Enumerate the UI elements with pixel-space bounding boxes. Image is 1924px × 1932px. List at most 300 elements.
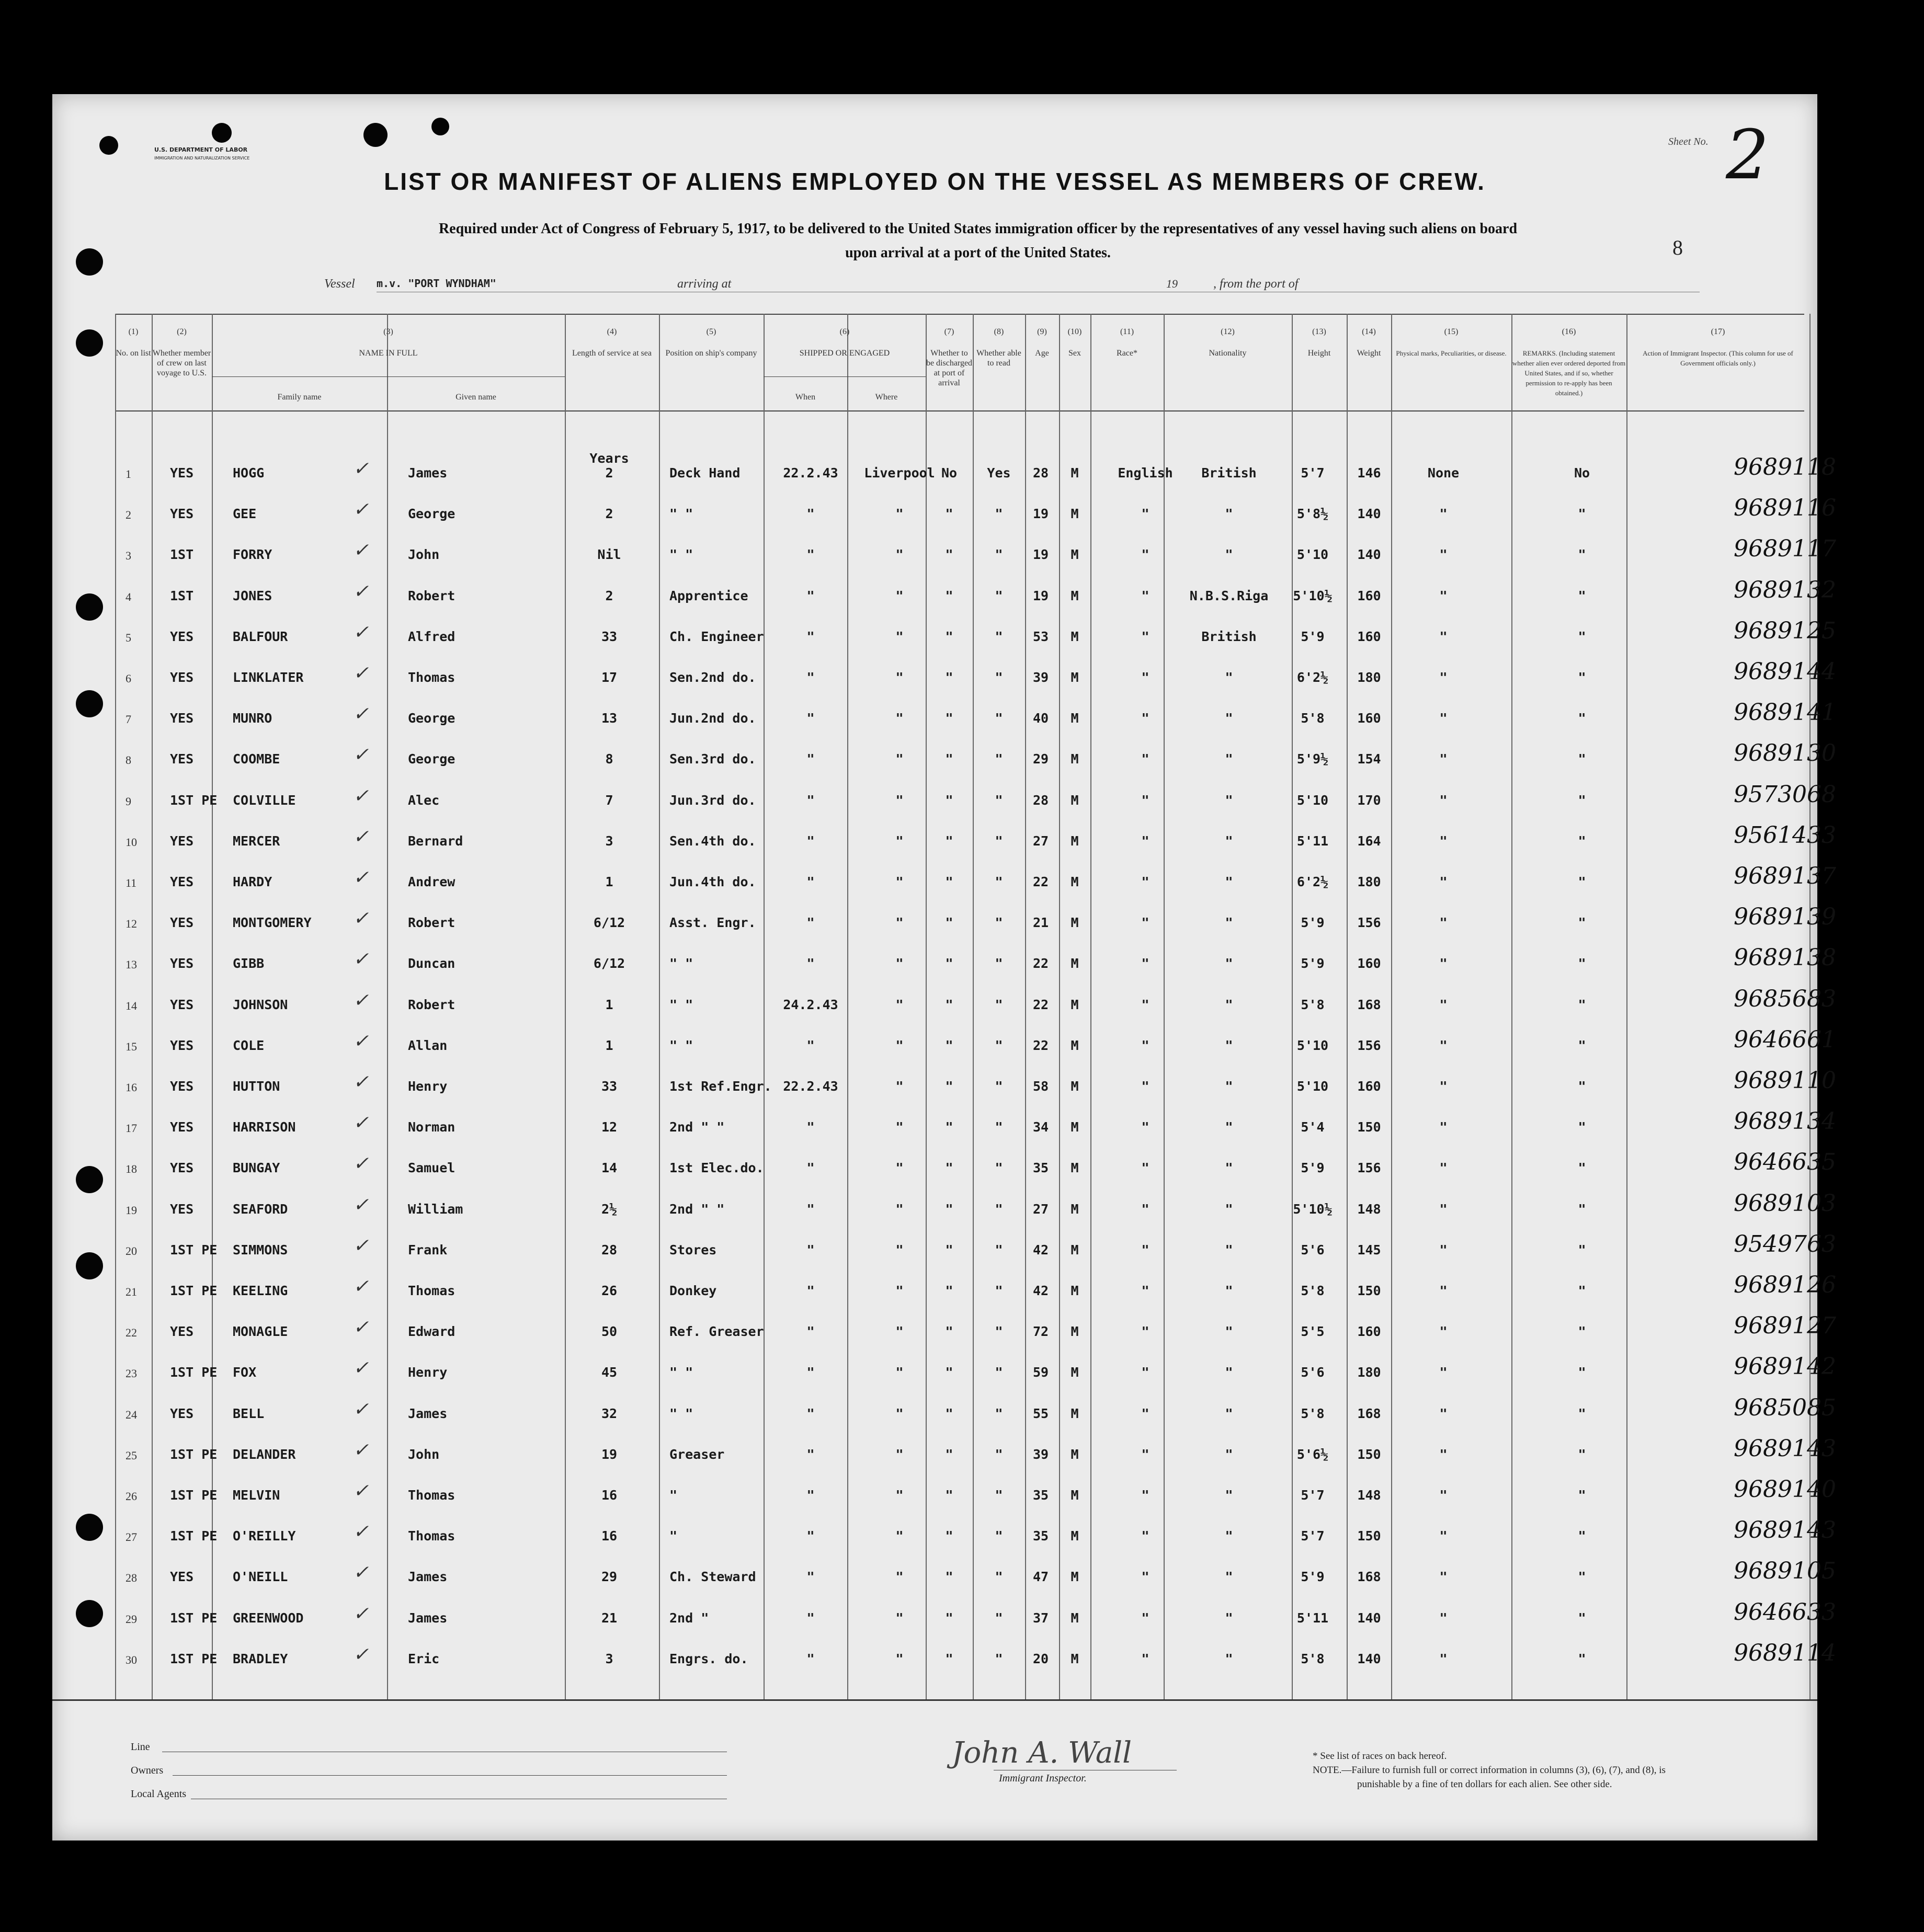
row-number: 14 <box>126 999 137 1012</box>
cell-disch: " <box>945 997 953 1012</box>
inspector-action-number: 9689126 <box>1734 1272 1836 1298</box>
cell-age: 29 <box>1032 751 1049 767</box>
cell-disch: " <box>945 1283 953 1298</box>
column-header <box>565 327 659 358</box>
cell-last: 1ST PE <box>170 1651 218 1666</box>
cell-sex: M <box>1071 915 1079 930</box>
cell-disch: " <box>945 547 953 562</box>
cell-position: " <box>669 1528 678 1544</box>
cell-family: MERCER <box>233 833 280 849</box>
cell-nat: " <box>1225 1283 1233 1298</box>
cell-family: BRADLEY <box>233 1651 288 1666</box>
cell-sex: M <box>1071 1610 1079 1626</box>
cell-disch: " <box>945 670 953 685</box>
subtitle-line-1: Required under Act of Congress of February 5, 1917, to be delivered to the United States immigration officer by the representatives of any vessel having such aliens on board <box>438 221 1518 237</box>
cell-when: " <box>806 588 815 603</box>
cell-read: " <box>995 547 1003 562</box>
cell-nat: " <box>1225 833 1233 849</box>
cell-family: GEE <box>233 506 257 521</box>
manifest-subtitle <box>272 217 1684 265</box>
cell-race: " <box>1141 1324 1149 1339</box>
cell-height: 5'8½ <box>1296 506 1329 521</box>
cell-family: MONTGOMERY <box>233 915 312 930</box>
cell-where: " <box>895 1488 904 1503</box>
cell-given: Norman <box>408 1119 456 1135</box>
row-number: 27 <box>126 1530 137 1544</box>
cell-service: 1 <box>605 1038 613 1053</box>
cell-remarks: " <box>1578 711 1586 726</box>
cell-nat: " <box>1225 1651 1233 1666</box>
check-mark-icon: ✓ <box>353 540 369 561</box>
cell-age: 19 <box>1032 547 1049 562</box>
column-header <box>212 327 565 358</box>
cell-disch: " <box>945 506 953 521</box>
cell-family: BALFOUR <box>233 629 288 644</box>
cell-age: 42 <box>1032 1283 1049 1298</box>
cell-race: " <box>1141 997 1149 1012</box>
inspector-action-number: 9689130 <box>1734 740 1836 767</box>
cell-read: " <box>995 1528 1003 1544</box>
race-note: * See list of races on back hereof. <box>1313 1751 1447 1762</box>
cell-age: 35 <box>1032 1528 1049 1544</box>
inspector-action-number: 9689127 <box>1734 1312 1836 1339</box>
inspector-action-number: 9689125 <box>1734 618 1836 644</box>
row-number: 19 <box>126 1204 137 1217</box>
cell-sex: M <box>1071 1447 1079 1462</box>
cell-sex: M <box>1071 793 1079 808</box>
cell-height: 5'10 <box>1296 1079 1329 1094</box>
sheet-number: 2 <box>1726 115 1769 195</box>
punch-hole <box>76 1252 103 1279</box>
cell-sex: M <box>1071 1528 1079 1544</box>
cell-nat: " <box>1225 1038 1233 1053</box>
cell-where: Liverpool <box>864 465 935 481</box>
cell-when: " <box>806 1528 815 1544</box>
row-number: 16 <box>126 1081 137 1094</box>
column-header <box>1164 327 1292 358</box>
cell-age: 47 <box>1032 1569 1049 1584</box>
cell-family: HOGG <box>233 465 265 481</box>
inspector-action-number: 9689105 <box>1734 1558 1836 1584</box>
cell-height: 6'2½ <box>1296 670 1329 685</box>
column-rule <box>152 314 153 1699</box>
cell-service: 3 <box>605 833 613 849</box>
cell-family: GIBB <box>233 956 265 971</box>
cell-height: 5'9 <box>1301 629 1325 644</box>
cell-given: Thomas <box>408 670 456 685</box>
cell-remarks: " <box>1578 1160 1586 1175</box>
cell-marks: " <box>1439 670 1448 685</box>
cell-given: Thomas <box>408 1528 456 1544</box>
punch-hole <box>76 593 103 621</box>
cell-given: Thomas <box>408 1488 456 1503</box>
cell-sex: M <box>1071 1324 1079 1339</box>
cell-family: FORRY <box>233 547 272 562</box>
row-number: 28 <box>126 1571 137 1584</box>
cell-weight: 168 <box>1357 997 1381 1012</box>
cell-when: " <box>806 1283 815 1298</box>
cell-where: " <box>895 547 904 562</box>
cell-race: " <box>1141 629 1149 644</box>
cell-disch: " <box>945 1651 953 1666</box>
column-label: NAME IN FULL <box>359 349 418 358</box>
cell-nat: " <box>1225 1406 1233 1421</box>
column-number: (11) <box>1120 327 1134 336</box>
cell-disch: " <box>945 629 953 644</box>
cell-marks: " <box>1439 506 1448 521</box>
cell-race: " <box>1141 547 1149 562</box>
column-number: (2) <box>177 327 187 336</box>
cell-last: 1ST PE <box>170 1283 218 1298</box>
cell-remarks: " <box>1578 751 1586 767</box>
column-rule <box>1164 314 1165 1699</box>
row-number: 8 <box>126 753 131 767</box>
cell-service: 32 <box>601 1406 618 1421</box>
cell-weight: 180 <box>1357 1365 1381 1380</box>
cell-marks: " <box>1439 874 1448 889</box>
row-number: 25 <box>126 1449 137 1462</box>
cell-disch: " <box>945 956 953 971</box>
cell-when: " <box>806 1038 815 1053</box>
column-rule <box>659 314 660 1699</box>
cell-disch: " <box>945 1569 953 1584</box>
column-header <box>387 392 565 402</box>
cell-read: " <box>995 1160 1003 1175</box>
cell-given: Bernard <box>408 833 463 849</box>
cell-race: " <box>1141 1651 1149 1666</box>
cell-given: James <box>408 1610 448 1626</box>
column-label: Family name <box>277 393 322 402</box>
column-rule <box>387 314 388 1699</box>
check-mark-icon: ✓ <box>353 744 369 765</box>
column-label: Length of service at sea <box>572 349 652 358</box>
cell-height: 5'10 <box>1296 1038 1329 1053</box>
cell-race: " <box>1141 1365 1149 1380</box>
cell-when: " <box>806 1610 815 1626</box>
cell-family: MONAGLE <box>233 1324 288 1339</box>
cell-sex: M <box>1071 465 1079 481</box>
column-rule <box>115 314 116 1699</box>
signature-caption: Immigrant Inspector. <box>999 1773 1087 1784</box>
cell-position: Ch. Engineer <box>669 629 764 644</box>
check-mark-icon: ✓ <box>353 1317 369 1338</box>
column-number: (6) <box>839 327 850 336</box>
punch-hole <box>76 1600 103 1627</box>
cell-given: Robert <box>408 997 456 1012</box>
column-label: Height <box>1307 349 1331 358</box>
row-number: 26 <box>126 1490 137 1503</box>
cell-remarks: " <box>1578 1488 1586 1503</box>
punch-hole <box>76 1166 103 1193</box>
cell-height: 5'6 <box>1301 1242 1325 1257</box>
cell-service: 19 <box>601 1447 618 1462</box>
cell-position: Deck Hand <box>669 465 741 481</box>
cell-service: 12 <box>601 1119 618 1135</box>
cell-read: " <box>995 711 1003 726</box>
column-label: SHIPPED OR ENGAGED <box>799 349 890 358</box>
cell-remarks: " <box>1578 1406 1586 1421</box>
cell-age: 59 <box>1032 1365 1049 1380</box>
manifest-sheet <box>52 94 1836 1840</box>
cell-remarks: " <box>1578 1079 1586 1094</box>
cell-last: YES <box>170 1119 194 1135</box>
cell-sex: M <box>1071 1242 1079 1257</box>
cell-where: " <box>895 874 904 889</box>
cell-where: " <box>895 751 904 767</box>
cell-where: " <box>895 1038 904 1053</box>
cell-family: COLVILLE <box>233 793 296 808</box>
cell-service: 21 <box>601 1610 618 1626</box>
cell-family: SIMMONS <box>233 1242 288 1257</box>
cell-position: Stores <box>669 1242 717 1257</box>
punch-hole <box>363 123 388 147</box>
cell-read: " <box>995 1119 1003 1135</box>
cell-disch: " <box>945 1242 953 1257</box>
cell-when: " <box>806 670 815 685</box>
cell-height: 5'4 <box>1301 1119 1325 1135</box>
subheader-rule <box>212 376 565 377</box>
cell-last: YES <box>170 670 194 685</box>
cell-read: " <box>995 1079 1003 1094</box>
cell-height: 5'8 <box>1301 1283 1325 1298</box>
cell-weight: 145 <box>1357 1242 1381 1257</box>
inspector-action-number: 9549763 <box>1734 1231 1836 1257</box>
inspector-action-number: 9646635 <box>1734 1149 1836 1175</box>
cell-weight: 150 <box>1357 1528 1381 1544</box>
cell-disch: " <box>945 874 953 889</box>
column-header <box>764 392 847 402</box>
cell-sex: M <box>1071 1488 1079 1503</box>
cell-sex: M <box>1071 833 1079 849</box>
cell-age: 42 <box>1032 1242 1049 1257</box>
cell-disch: " <box>945 1610 953 1626</box>
cell-family: HARRISON <box>233 1119 296 1135</box>
check-mark-icon: ✓ <box>353 1357 369 1379</box>
column-header <box>764 327 926 358</box>
cell-read: " <box>995 1202 1003 1217</box>
cell-race: " <box>1141 1569 1149 1584</box>
cell-last: YES <box>170 1324 194 1339</box>
cell-family: JONES <box>233 588 272 603</box>
cell-marks: " <box>1439 1160 1448 1175</box>
cell-family: O'REILLY <box>233 1528 296 1544</box>
cell-service: 2½ <box>601 1202 618 1217</box>
cell-height: 5'7 <box>1301 465 1325 481</box>
cell-remarks: " <box>1578 874 1586 889</box>
cell-family: SEAFORD <box>233 1202 288 1217</box>
check-mark-icon: ✓ <box>353 1562 369 1583</box>
cell-service: 28 <box>601 1242 618 1257</box>
cell-family: LINKLATER <box>233 670 304 685</box>
cell-weight: 156 <box>1357 915 1381 930</box>
cell-last: YES <box>170 956 194 971</box>
inspector-action-number: 9689117 <box>1734 535 1836 562</box>
cell-sex: M <box>1071 1038 1079 1053</box>
cell-marks: " <box>1439 1038 1448 1053</box>
cell-family: GREENWOOD <box>233 1610 304 1626</box>
cell-remarks: " <box>1578 1324 1586 1339</box>
cell-position: Sen.2nd do. <box>669 670 756 685</box>
cell-when: " <box>806 1447 815 1462</box>
check-mark-icon: ✓ <box>353 1399 369 1420</box>
inspector-action-number: 9689140 <box>1734 1476 1836 1503</box>
cell-last: 1ST PE <box>170 1447 218 1462</box>
cell-read: " <box>995 915 1003 930</box>
cell-position: Greaser <box>669 1447 725 1462</box>
check-mark-icon: ✓ <box>353 1235 369 1256</box>
check-mark-icon: ✓ <box>353 662 369 684</box>
cell-remarks: " <box>1578 1283 1586 1298</box>
cell-read: " <box>995 670 1003 685</box>
cell-sex: M <box>1071 506 1079 521</box>
cell-sex: M <box>1071 670 1079 685</box>
column-number: (7) <box>944 327 954 336</box>
column-number: (3) <box>383 327 393 336</box>
cell-nat: " <box>1225 1119 1233 1135</box>
cell-height: 5'10 <box>1296 793 1329 808</box>
check-mark-icon: ✓ <box>353 499 369 520</box>
cell-marks: " <box>1439 793 1448 808</box>
cell-last: YES <box>170 506 194 521</box>
cell-position: Engrs. do. <box>669 1651 748 1666</box>
cell-remarks: " <box>1578 1365 1586 1380</box>
cell-last: YES <box>170 751 194 767</box>
cell-read: " <box>995 1365 1003 1380</box>
cell-read: " <box>995 997 1003 1012</box>
arriving-label: arriving at <box>677 277 732 291</box>
cell-disch: " <box>945 1202 953 1217</box>
cell-read: " <box>995 1488 1003 1503</box>
cell-height: 5'9 <box>1301 1160 1325 1175</box>
cell-last: YES <box>170 874 194 889</box>
cell-nat: " <box>1225 506 1233 521</box>
cell-marks: " <box>1439 547 1448 562</box>
cell-remarks: " <box>1578 956 1586 971</box>
cell-last: 1ST PE <box>170 1242 218 1257</box>
cell-disch: " <box>945 1528 953 1544</box>
cell-marks: " <box>1439 1119 1448 1135</box>
cell-given: Frank <box>408 1242 448 1257</box>
cell-height: 5'7 <box>1301 1488 1325 1503</box>
cell-disch: " <box>945 1488 953 1503</box>
cell-sex: M <box>1071 1569 1079 1584</box>
cell-given: Edward <box>408 1324 456 1339</box>
cell-nat: " <box>1225 1202 1233 1217</box>
cell-service: 8 <box>605 751 613 767</box>
check-mark-icon: ✓ <box>353 458 369 479</box>
cell-weight: 150 <box>1357 1119 1381 1135</box>
column-label: Position on ship's company <box>665 349 757 358</box>
cell-position: Sen.4th do. <box>669 833 756 849</box>
column-header <box>847 392 926 402</box>
cell-given: Duncan <box>408 956 456 971</box>
inspector-action-number: 9689132 <box>1734 577 1836 603</box>
cell-age: 27 <box>1032 1202 1049 1217</box>
column-number: (1) <box>128 327 139 336</box>
cell-nat: " <box>1225 997 1233 1012</box>
local-agents-label: Local Agents <box>131 1788 187 1800</box>
from-port-label: , from the port of <box>1213 277 1299 291</box>
cell-marks: " <box>1439 1651 1448 1666</box>
cell-given: James <box>408 1406 448 1421</box>
column-label: Whether member of crew on last voyage to U.S. <box>152 349 211 378</box>
check-mark-icon: ✓ <box>353 785 369 807</box>
inspector-action-number: 9646633 <box>1734 1599 1836 1626</box>
sheet-label: Sheet No. <box>1668 136 1709 147</box>
column-label: Sex <box>1068 349 1081 358</box>
column-rule <box>1292 314 1293 1699</box>
cell-read: " <box>995 1651 1003 1666</box>
cell-position: Jun.4th do. <box>669 874 756 889</box>
cell-where: " <box>895 1160 904 1175</box>
cell-remarks: " <box>1578 506 1586 521</box>
cell-weight: 160 <box>1357 1324 1381 1339</box>
cell-service: 33 <box>601 1079 618 1094</box>
check-mark-icon: ✓ <box>353 1031 369 1052</box>
column-header <box>1347 327 1391 358</box>
cell-remarks: " <box>1578 588 1586 603</box>
cell-marks: " <box>1439 588 1448 603</box>
cell-remarks: " <box>1578 1447 1586 1462</box>
cell-given: James <box>408 1569 448 1584</box>
row-number: 17 <box>126 1122 137 1135</box>
row-number: 10 <box>126 836 137 849</box>
column-rule <box>764 314 765 1699</box>
cell-weight: 180 <box>1357 874 1381 889</box>
cell-height: 5'9 <box>1301 1569 1325 1584</box>
cell-marks: " <box>1439 1447 1448 1462</box>
cell-service: 29 <box>601 1569 618 1584</box>
check-mark-icon: ✓ <box>353 908 369 929</box>
cell-race: " <box>1141 506 1149 521</box>
inspector-action-number: 9689118 <box>1734 454 1836 481</box>
cell-weight: 160 <box>1357 629 1381 644</box>
column-label: Age <box>1035 349 1049 358</box>
cell-service: 13 <box>601 711 618 726</box>
cell-when: 22.2.43 <box>783 1079 838 1094</box>
cell-given: George <box>408 506 456 521</box>
cell-position: Ch. Steward <box>669 1569 756 1584</box>
cell-read: " <box>995 629 1003 644</box>
check-mark-icon: ✓ <box>353 1644 369 1665</box>
column-header <box>1292 327 1347 358</box>
cell-given: George <box>408 751 456 767</box>
cell-given: Robert <box>408 588 456 603</box>
cell-family: JOHNSON <box>233 997 288 1012</box>
cell-service: 14 <box>601 1160 618 1175</box>
cell-age: 53 <box>1032 629 1049 644</box>
column-rule <box>1511 314 1512 1699</box>
cell-when: 22.2.43 <box>783 465 838 481</box>
cell-race: " <box>1141 874 1149 889</box>
cell-height: 5'10½ <box>1293 588 1333 603</box>
cell-where: " <box>895 1283 904 1298</box>
cell-service: 1 <box>605 997 613 1012</box>
column-number: (8) <box>994 327 1004 336</box>
column-rule <box>1090 314 1091 1699</box>
cell-last: YES <box>170 997 194 1012</box>
cell-last: YES <box>170 465 194 481</box>
check-mark-icon: ✓ <box>353 990 369 1011</box>
cell-when: " <box>806 956 815 971</box>
column-label: REMARKS. (Including statement whether alien ever ordered deported from United States, and if so, whether permission to re-apply has been obtained.) <box>1512 349 1626 397</box>
row-number: 9 <box>126 795 131 808</box>
column-header <box>1090 327 1164 358</box>
cell-read: " <box>995 874 1003 889</box>
cell-height: 5'8 <box>1301 711 1325 726</box>
cell-disch: No <box>941 465 958 481</box>
cell-where: " <box>895 1079 904 1094</box>
